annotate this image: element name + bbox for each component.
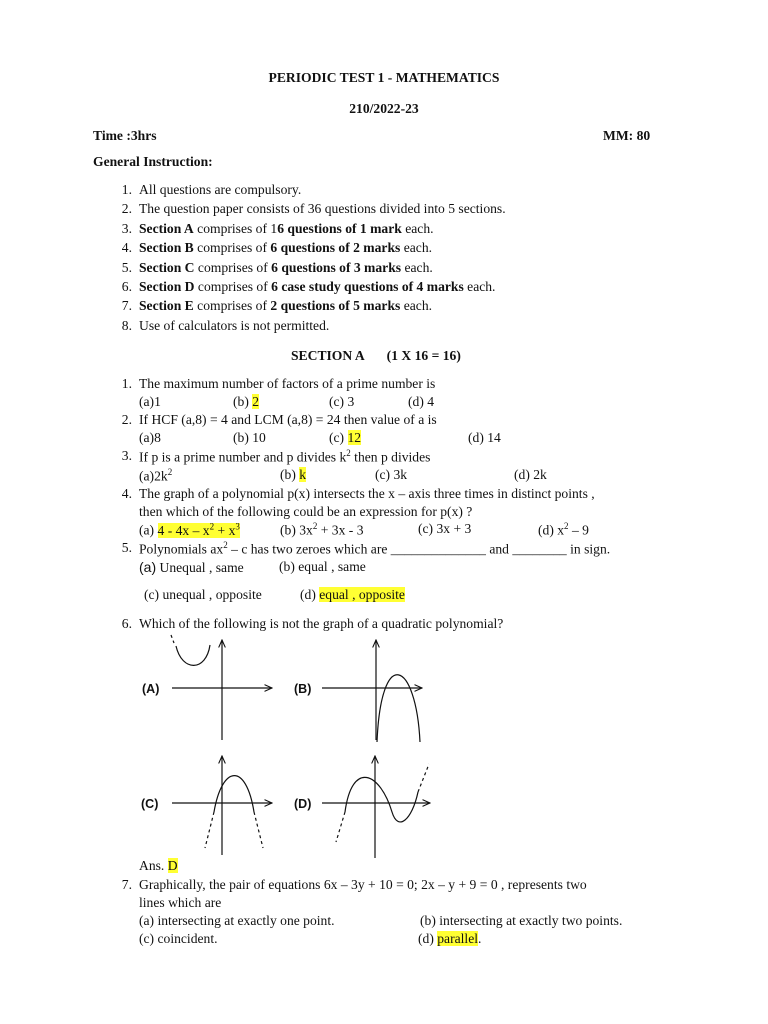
q3-option-d: (d) 2k bbox=[514, 467, 547, 482]
paper-code: 210/2022-23 bbox=[349, 101, 419, 116]
q5-option-a: (a) Unequal , same bbox=[139, 559, 244, 575]
q2-option-b: (b) 10 bbox=[233, 430, 266, 445]
graph-a-curve bbox=[176, 645, 210, 665]
q3-option-b: (b) k bbox=[280, 467, 307, 482]
question-5: 5. Polynomials $ax^2$ – c has two zeroes which are ______________ and ________ in sign. bbox=[121, 540, 611, 557]
q4-option-c: (c) 3x + 3 bbox=[418, 521, 472, 536]
q2-option-c: (c) 12 bbox=[329, 430, 362, 445]
instruction-heading: General Instruction: bbox=[93, 154, 213, 169]
question-4-line2: then which of the following could be an expression for p(x) ? bbox=[139, 504, 473, 519]
q3-option-a: $(a)2k^2$ bbox=[139, 467, 173, 484]
q4-option-d: (d) $x^2 - 9$ bbox=[538, 521, 589, 538]
q2-option-a: (a)8 bbox=[139, 430, 161, 445]
instruction-item: 5. Section C comprises of 6 questions of 3 marks each. bbox=[121, 259, 433, 275]
graph-c-dash-left bbox=[205, 812, 214, 848]
q5-option-d: (d) equal , opposite bbox=[300, 587, 405, 602]
graph-c-curve bbox=[214, 776, 254, 812]
graph-b bbox=[322, 640, 422, 742]
page-title: PERIODIC TEST 1 - MATHEMATICS bbox=[268, 70, 500, 85]
instruction-item: 8. Use of calculators is not permitted. bbox=[121, 317, 330, 333]
question-7-line2: lines which are bbox=[139, 895, 222, 910]
max-marks: MM: 80 bbox=[603, 128, 651, 143]
question-7: 7. Graphically, the pair of equations 6x – 3y + 10 = 0; 2x – y + 9 = 0 , represents two bbox=[121, 877, 587, 892]
graph-d-dash-right bbox=[418, 764, 429, 792]
question-3: 3. If p is a prime number and p divides $k^2$ then p divides bbox=[121, 448, 431, 465]
graph-a bbox=[171, 635, 272, 740]
instruction-item: 6. Section D comprises of 6 case study questions of 4 marks each. bbox=[121, 278, 496, 294]
question-6: 6. Which of the following is not the graph of a quadratic polynomial? bbox=[121, 616, 504, 631]
graph-a-dash bbox=[171, 635, 174, 643]
q1-option-b: (b) 2 bbox=[233, 394, 260, 409]
q1-option-d: (d) 4 bbox=[408, 394, 435, 409]
instruction-item: 2. The question paper consists of 36 questions divided into 5 sections. bbox=[121, 201, 506, 217]
graph-c bbox=[172, 756, 272, 855]
q7-option-b: (b) intersecting at exactly two points. bbox=[420, 913, 623, 928]
graph-label-b: (B) bbox=[294, 682, 312, 696]
question-4: 4. The graph of a polynomial p(x) intersects the x – axis three times in distinct points , bbox=[121, 486, 595, 501]
graph-b-curve bbox=[377, 675, 420, 742]
q2-option-d: (d) 14 bbox=[468, 430, 501, 445]
q1-option-c: (c) 3 bbox=[329, 394, 355, 409]
q7-option-d: (d) parallel. bbox=[418, 931, 482, 946]
section-a-heading: SECTION A (1 X 16 = 16) bbox=[291, 348, 461, 363]
q4-option-a: (a) $4 - 4x - x^2 + x^3$ bbox=[139, 521, 240, 538]
graph-d bbox=[322, 756, 430, 858]
q3-option-c: (c) 3k bbox=[375, 467, 408, 482]
question-1: 1. The maximum number of factors of a prime number is bbox=[121, 376, 436, 391]
graph-d-curve bbox=[345, 777, 418, 822]
graph-label-d: (D) bbox=[294, 797, 312, 811]
time-label: Time :3hrs bbox=[93, 128, 157, 143]
instruction-item: 3. Section A comprises of 16 questions of 1 mark each. bbox=[121, 220, 434, 236]
instruction-item: 7. Section E comprises of 2 questions of 5 marks each. bbox=[121, 298, 433, 314]
q7-option-a: (a) intersecting at exactly one point. bbox=[139, 913, 335, 928]
question-2: 2. If HCF (a,8) = 4 and LCM (a,8) = 24 then value of a is bbox=[121, 412, 437, 427]
graph-label-c: (C) bbox=[141, 797, 159, 811]
graph-d-dash-left bbox=[336, 812, 345, 842]
q1-option-a: (a)1 bbox=[139, 394, 161, 409]
instruction-item: 1. All questions are compulsory. bbox=[121, 182, 302, 197]
graph-label-a: (A) bbox=[142, 682, 160, 696]
q6-answer: Ans. D bbox=[139, 858, 178, 873]
q5-option-c: (c) unequal , opposite bbox=[144, 587, 262, 602]
q4-option-b: (b) $3x^2 + 3x - 3$ bbox=[280, 521, 364, 538]
q5-option-b: (b) equal , same bbox=[279, 559, 366, 574]
q7-option-c: (c) coincident. bbox=[139, 931, 218, 946]
instruction-item: 4. Section B comprises of 6 questions of 2 marks each. bbox=[121, 240, 433, 256]
graph-c-dash-right bbox=[254, 812, 263, 848]
